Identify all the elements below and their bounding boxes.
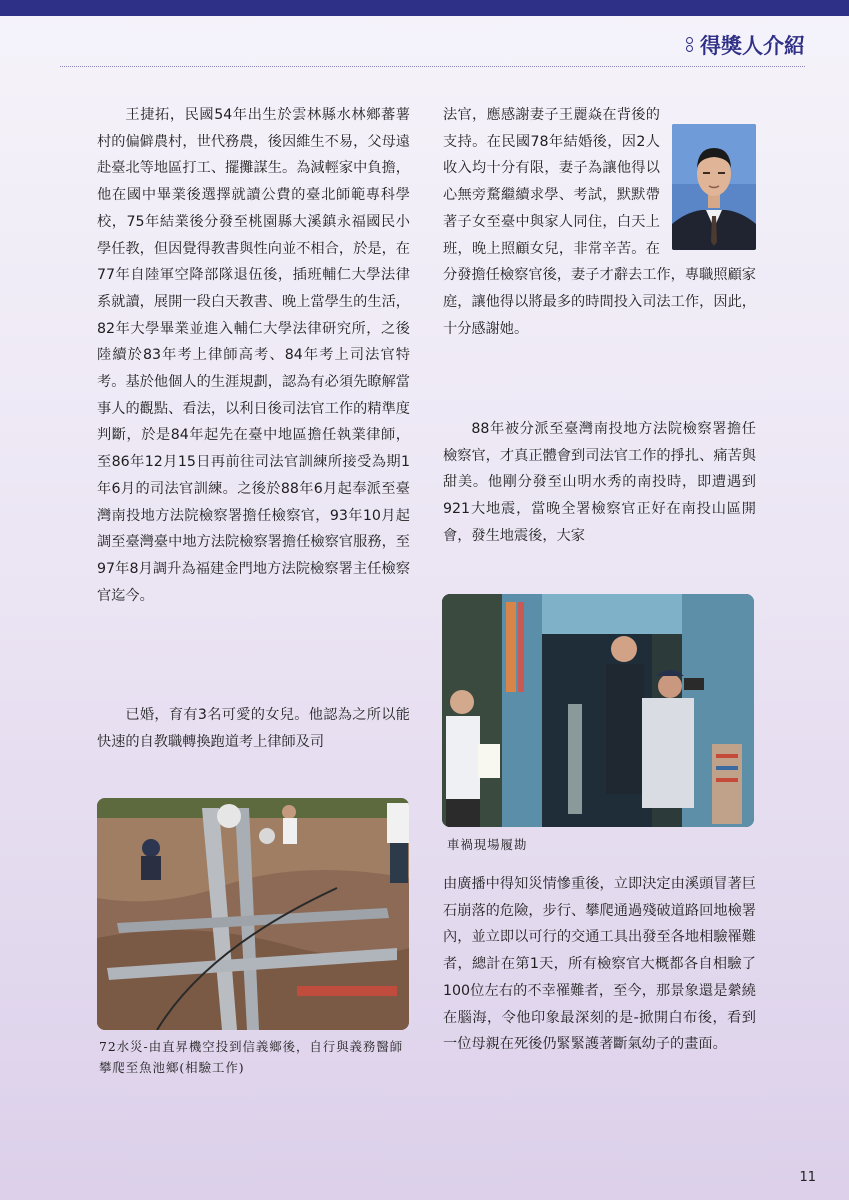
body-paragraph-2: 已婚，育有3名可愛的女兒。他認為之所以能快速的自教職轉換跑道考上律師及司 bbox=[97, 707, 410, 750]
section-title: 得獎人介紹 bbox=[700, 33, 805, 58]
accident-scene-caption: 車禍現場履勘 bbox=[447, 837, 528, 852]
flood-disaster-photo bbox=[97, 798, 409, 1030]
header-divider bbox=[60, 66, 805, 67]
portrait-photo bbox=[672, 124, 756, 250]
right-column-paragraph-2: 88年被分派至臺灣南投地方法院檢察署擔任檢察官，才真正體會到司法官工作的掙扎、痛苦與甜美。他剛分發至山明水秀的南投時，即遭遇到921大地震，當晚全署檢察官正好在南投山區開會，發生地震後，大家 bbox=[443, 421, 756, 544]
body-paragraph-1: 王捷拓，民國54年出生於雲林縣水林鄉蕃薯村的偏僻農村，世代務農，後因維生不易，父母遠赴臺北等地區打工、擺攤謀生。為減輕家中負擔，他在國中畢業後選擇就讀公費的臺北師範專科學校，75年結業後分發至桃園縣大溪鎮永福國民小學任教，但因覺得教書與性向並不相合，於是，在77年自陸軍空降部隊退伍後，插班輔仁大學法律系就讀，展開一段白天教書、晚上當學生的生活，82年大學畢業並進入輔仁大學法律研究所，之後陸續於83年考上律師高考、84年考上司法官特考。基於他個人的生涯規劃，認為有必須先瞭解當事人的觀點、看法，以利日後司法官工作的精準度判斷，於是84年起先在臺中地區擔任執業律師，至86年12月15日再前往司法官訓練所接受為期1年6月的司法官訓練。之後於88年6月起奉派至臺灣南投地方法院檢察署擔任檢察官，93年10月起調至臺灣臺中地方法院檢察署擔任檢察官服務，至97年8月調升為福建金門地方法院檢察署主任檢察官迄今。 bbox=[97, 107, 410, 604]
right-column-paragraph-3: 由廣播中得知災情慘重後，立即決定由溪頭冒著巨石崩落的危險，步行、攀爬通過殘破道路回地檢署內，並立即以可行的交通工具出發至各地相驗罹難者，總計在第1天，所有檢察官大概都各自相驗了100位左右的不幸罹難者，至今，那景象還是縈繞在腦海，令他印象最深刻的是-掀開白布後，看到一位母親在死後仍緊緊護著斷氣幼子的畫面。 bbox=[443, 876, 756, 1053]
right-column-paragraph-1: 法官，應感謝妻子王麗焱在背後的支持。在民國78年結婚後，因2人收入均十分有限，妻子為讓他得以心無旁騖繼續求學、考試，默默帶著子女至臺中與家人同住，白天上班，晚上照顧女兒，非常辛苦。在分發擔任檢察官後，妻子才辭去工作，專職照顧家庭，讓他得以將最多的時間投入司法工作，因此，十分感謝她。 bbox=[443, 107, 756, 337]
header-bullet-icon bbox=[685, 37, 694, 53]
top-color-bar bbox=[0, 0, 849, 16]
right-column-text bbox=[443, 102, 756, 342]
accident-scene-photo bbox=[442, 594, 754, 827]
flood-photo-caption: 72水災-由直昇機空投到信義鄉後，自行與義務醫師攀爬至魚池鄉(相驗工作) bbox=[99, 1039, 404, 1075]
page-number: 11 bbox=[799, 1170, 816, 1185]
section-header bbox=[685, 30, 805, 60]
